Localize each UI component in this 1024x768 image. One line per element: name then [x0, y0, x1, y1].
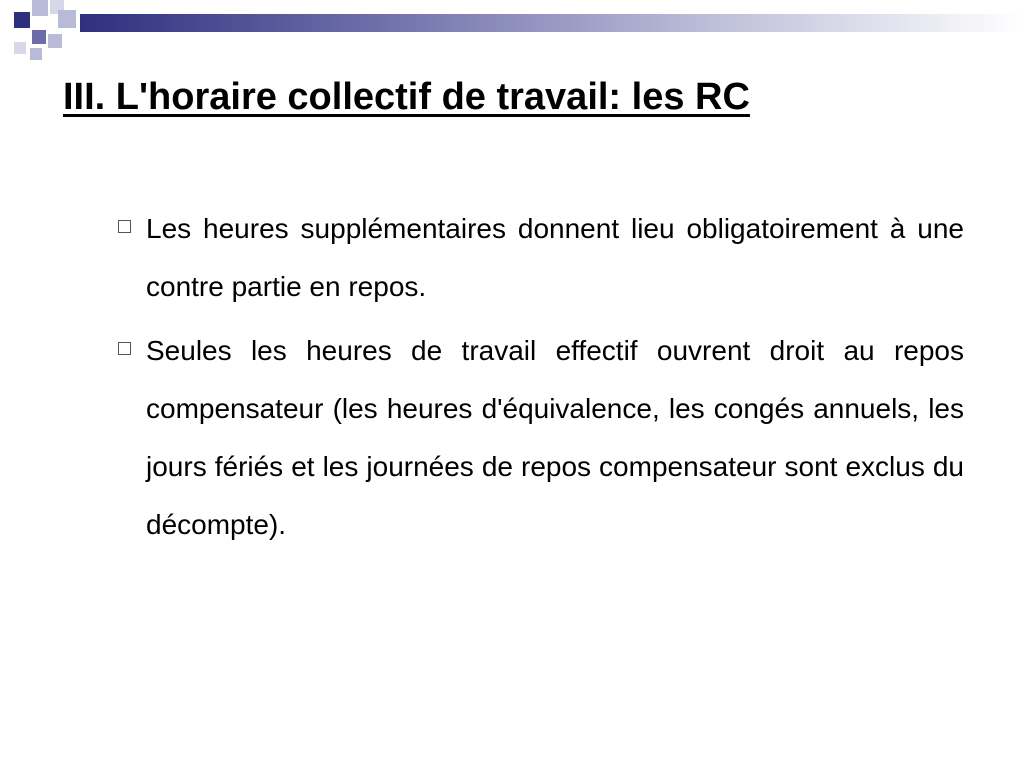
square-decoration-icon	[32, 0, 48, 16]
square-decoration-icon	[14, 42, 26, 54]
bullet-item	[112, 200, 964, 316]
slide-title: III. L'horaire collectif de travail: les RC	[63, 76, 750, 118]
bullet-text: Les heures supplémentaires donnent lieu obligatoirement à une contre partie en repos.	[146, 213, 964, 302]
bullet-text: Seules les heures de travail effectif ouvrent droit au repos compensateur (les heures d'équivalence, les congés annuels, les jours fériés et les journées de repos compensateur sont exclus du décompte).	[146, 335, 964, 540]
header-decoration	[0, 0, 1024, 70]
bullet-list	[112, 200, 964, 560]
bullet-item	[112, 322, 964, 554]
hollow-square-bullet-icon	[112, 200, 146, 233]
square-decoration-icon	[48, 34, 62, 48]
square-decoration-icon	[14, 12, 30, 28]
square-decoration-icon	[30, 48, 42, 60]
square-decoration-icon	[58, 10, 76, 28]
header-gradient-bar	[80, 14, 1024, 32]
square-decoration-icon	[32, 30, 46, 44]
hollow-square-bullet-icon	[112, 322, 146, 355]
